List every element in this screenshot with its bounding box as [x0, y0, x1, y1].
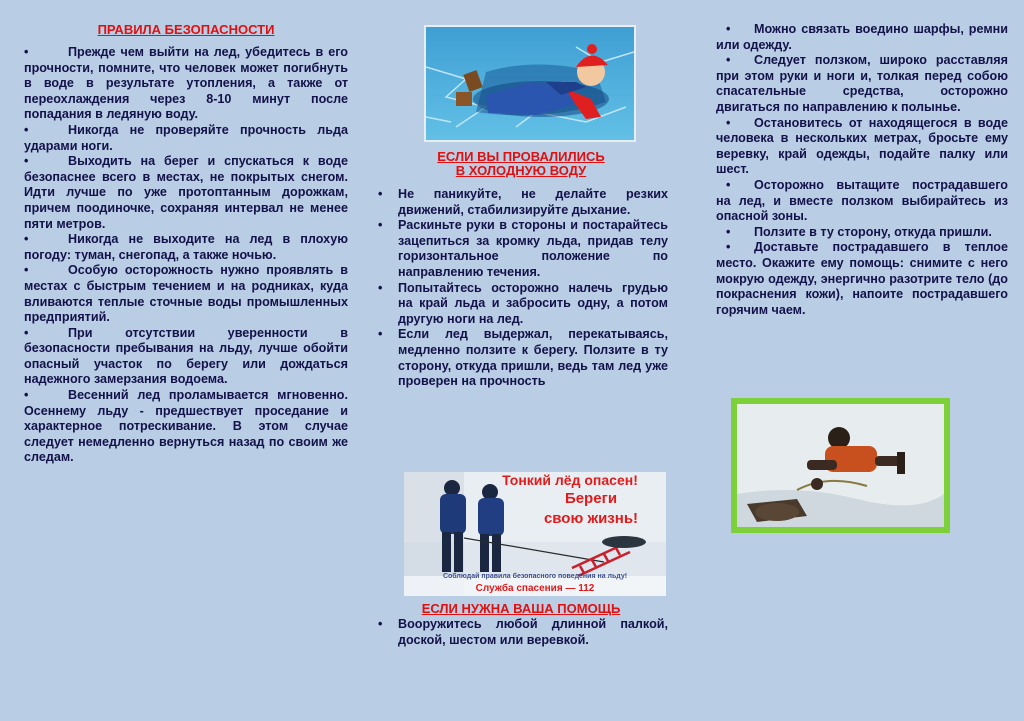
- fallen-through-list: [374, 187, 668, 390]
- list-item: • Вооружитесь любой длинной палкой, доской, шестом или веревкой.: [378, 617, 668, 647]
- poster-service-number: Служба спасения — 112: [475, 583, 595, 594]
- column-fallen-through: [374, 0, 668, 390]
- column-safety-rules: [24, 0, 348, 466]
- poster-line3: свою жизнь!: [543, 510, 639, 527]
- rule-item: • Выходить на берег и спускаться к воде безопаснее всего в местах, не покрытых снегом. Идти лучше по уже протоптанным дорожкам, причем поодиночке, сохраняя интервал не менее пяти метров.: [24, 154, 348, 231]
- help-title: ЕСЛИ НУЖНА ВАША ПОМОЩЬ: [421, 601, 621, 616]
- safety-rules-list: [24, 45, 348, 466]
- rescue-photo: [731, 398, 950, 533]
- poster-line2: Береги: [564, 490, 618, 507]
- rule-item: • Никогда не выходите на лед в плохую погоду: туман, снегопад, а также ночью.: [24, 232, 348, 262]
- rescue-item: • Ползите в ту сторону, откуда пришли.: [726, 224, 992, 239]
- rule-item: • Прежде чем выйти на лед, убедитесь в его прочности, помните, что человек может погибнуть в воде в результате утопления, а также от переохлаждения через 8-10 минут после попадания в ледяную воду.: [24, 45, 348, 122]
- thin-ice-poster: [404, 472, 666, 596]
- rescue-item: • Доставьте пострадавшего в теплое место. Окажите ему помощь: снимите с него мокрую одежду, энергично разотрите тело (до покраснения кожи), напоите пострадавшего горячим чаем.: [716, 240, 1008, 317]
- poster-caption: Соблюдай правила безопасного поведения на льду!: [442, 573, 628, 580]
- fallen-through-title: ЕСЛИ ВЫ ПРОВАЛИЛИСЬ В ХОЛОДНУЮ ВОДУ: [437, 149, 605, 178]
- rule-item: • Никогда не проверяйте прочность льда ударами ноги.: [24, 122, 348, 153]
- rescue-item: • Остановитесь от находящегося в воде человека в нескольких метрах, бросьте ему веревку, край одежды, подайте палку или шест.: [716, 115, 1008, 177]
- list-item: • Раскиньте руки в стороны и постарайтесь зацепиться за кромку льда, придав телу горизонтальное положение по направлению течения.: [378, 218, 668, 279]
- help-list: [374, 617, 668, 648]
- rescue-item: • Следует ползком, широко расставляя при этом руки и ноги и, толкая перед собою спасательные средства, осторожно двигаться по направлению к полынье.: [716, 53, 1008, 114]
- poster-headline: Тонкий лёд опасен!: [502, 472, 638, 488]
- rule-item: • Особую осторожность нужно проявлять в местах с быстрым течением и на родниках, куда вливаются теплые сточные воды промышленных предприятий.: [24, 263, 348, 325]
- list-item: • Если лед выдержал, перекатываясь, медленно ползите к берегу. Ползите в ту сторону, откуда пришли, ведь там лед уже проверен на прочность: [378, 327, 668, 389]
- rescue-item: • Осторожно вытащите пострадавшего на лед, и вместе ползком выбирайтесь из опасной зоны.: [716, 177, 1008, 224]
- rescue-item: • Можно связать воедино шарфы, ремни или одежду.: [716, 22, 1008, 52]
- safety-rules-title: ПРАВИЛА БЕЗОПАСНОСТИ: [97, 22, 275, 37]
- rule-item: • При отсутствии уверенности в безопасности пребывания на льду, лучше обойти опасный участок по берегу или дождаться надежного замерзания водоема.: [24, 325, 348, 387]
- column-rescue-steps: [716, 22, 1008, 318]
- rule-item: • Весенний лед проламывается мгновенно. Осеннему льду - предшествует проседание и характерное потрескивание. В этом случае следует немедленно вернуться назад по своим же следам.: [24, 388, 348, 465]
- list-item: • Попытайтесь осторожно налечь грудью на край льда и забросить одну, а потом другую ноги на лед.: [378, 280, 668, 326]
- list-item: • Не паникуйте, не делайте резких движений, стабилизируйте дыхание.: [378, 187, 668, 217]
